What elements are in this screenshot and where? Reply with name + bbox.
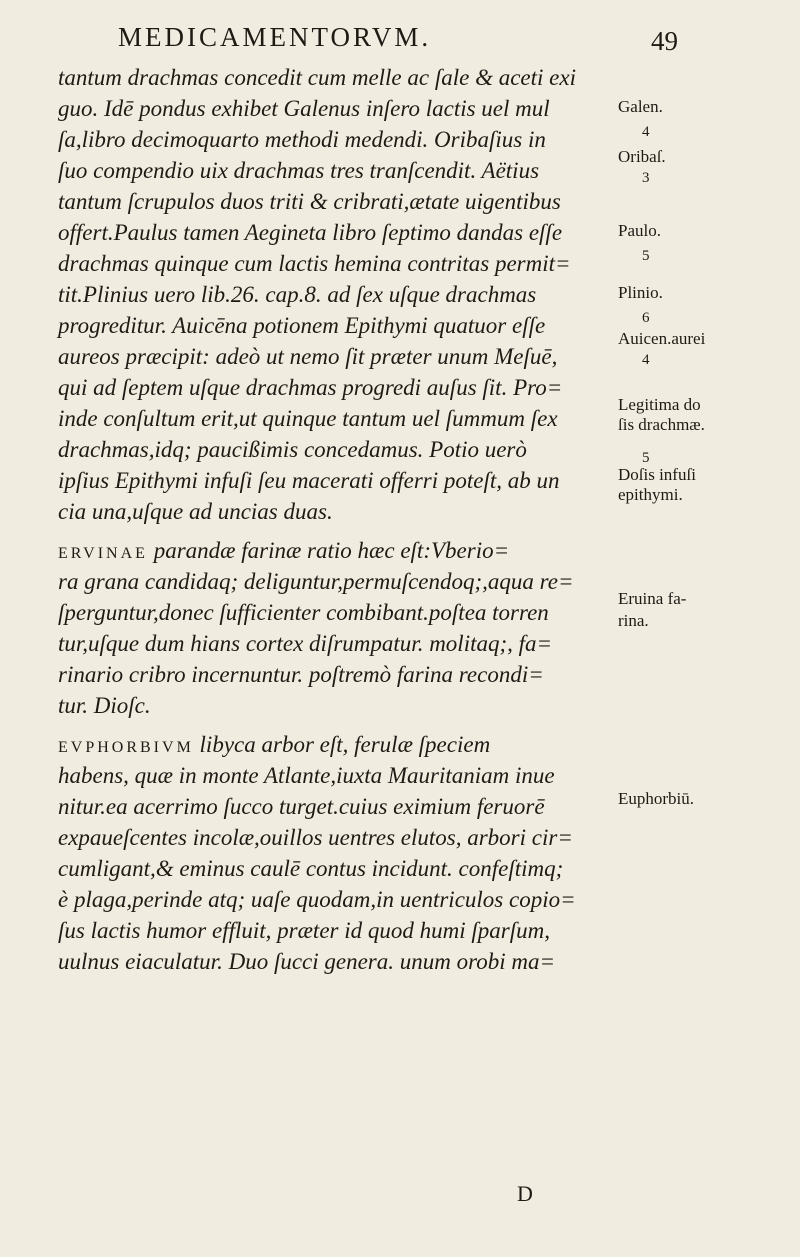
text-line: ſuo compendio uix drachmas tres tranſcendit. Aëtius [58,158,540,183]
margin-number: 3 [642,170,650,186]
text-line: offert.Paulus tamen Aegineta libro ſeptimo dandas eſſe [58,220,563,245]
text-line: ra grana candidaq; deliguntur,permuſcendoq;,aqua re= [58,569,574,594]
text-line: progreditur. Auicēna potionem Epithymi quatuor eſſe [58,313,546,338]
margin-number: 6 [642,310,650,326]
text-line: habens, quæ in monte Atlante,iuxta Mauritaniam inue [58,763,555,788]
text-line: rinario cribro incernuntur. poſtremò farina recondi= [58,662,544,687]
text-line: è plaga,perinde atq; uaſe quodam,in uentriculos copio= [58,887,576,912]
text-line: cumligant,& eminus caulē contus incidunt. confeſtimq; [58,856,564,881]
text-line: nitur.ea acerrimo ſucco turget.cuius eximium feruorē [58,794,545,819]
margin-note-plinio: Plinio. [618,283,663,302]
margin-note-legitima-2: ſis drachmæ. [618,415,705,434]
text-line: tur,uſque dum hians cortex diſrumpatur. molitaq;, fa= [58,631,553,656]
ervinae-heading: ERVINAE [58,545,148,562]
margin-note-galen: Galen. [618,97,663,116]
text-line: aureos præcipit: adeò ut nemo ſit præter unum Meſuē, [58,344,558,369]
margin-note-oribasius: Oribaſ. [618,147,666,166]
text-line: ſa,libro decimoquarto methodi medendi. Oribaſius in [58,127,546,152]
running-head: MEDICAMENTORVM. [118,22,432,52]
margin-note-auicenna: Auicen.aurei [618,329,706,348]
text-line: guo. Idē pondus exhibet Galenus inſero lactis uel mul [58,96,550,121]
main-text [58,62,613,977]
text-line: tantum drachmas concedit cum melle ac ſale & aceti exi [58,65,576,90]
ervinae-first-line [58,535,613,566]
text-line: ipſius Epithymi infuſi ſeu macerati offerri poteſt, ab un [58,468,560,493]
text-line: uulnus eiaculatur. Duo ſucci genera. unum orobi ma= [58,949,555,974]
page-number: 49 [651,26,678,56]
text-line: cia una,uſque ad uncias duas. [58,499,333,524]
ervinae-first-text: parandæ farinæ ratio hæc eſt:Vberio= [153,538,510,563]
margin-number: 5 [642,450,650,466]
margin-number: 4 [642,124,650,140]
euphorbium-first-line [58,729,613,760]
catchword: D [517,1181,533,1206]
margin-note-euphorbium: Euphorbiū. [618,789,695,808]
margin-note-dosis: Doſis infuſi [618,465,696,484]
text-line: ſus lactis humor effluit, præter id quod humi ſparſum, [58,918,550,943]
text-line: tantum ſcrupulos duos triti & cribrati,ætate uigentibus [58,189,561,214]
text-line: expaueſcentes incolæ,ouillos uentres elutos, arbori cir= [58,825,573,850]
text-line: ſperguntur,donec ſufficienter combibant.poſtea torren [58,600,549,625]
margin-note-paulo: Paulo. [618,221,661,240]
margin-number: 5 [642,248,650,264]
text-line: inde conſultum erit,ut quinque tantum uel ſummum ſex [58,406,558,431]
text-line: qui ad ſeptem uſque drachmas progredi auſus ſit. Pro= [58,375,563,400]
text-line: tur. Dioſc. [58,693,151,718]
text-line: drachmas quinque cum lactis hemina contritas permit= [58,251,571,276]
text-line: drachmas,idq; paucißimis concedamus. Potio uerò [58,437,527,462]
euphorbium-heading: EVPHORBIVM [58,739,194,756]
margin-note-eruina: Eruina fa- [618,589,687,608]
euphorbium-first-text: libyca arbor eſt, ferulæ ſpeciem [199,732,491,757]
text-line: tit.Plinius uero lib.26. cap.8. ad ſex uſque drachmas [58,282,537,307]
margin-note-dosis-2: epithymi. [618,485,683,504]
margin-number: 4 [642,352,650,368]
margin-note-legitima: Legitima do [618,395,701,414]
margin-note-eruina-2: rina. [618,611,649,630]
page-header [118,22,678,56]
